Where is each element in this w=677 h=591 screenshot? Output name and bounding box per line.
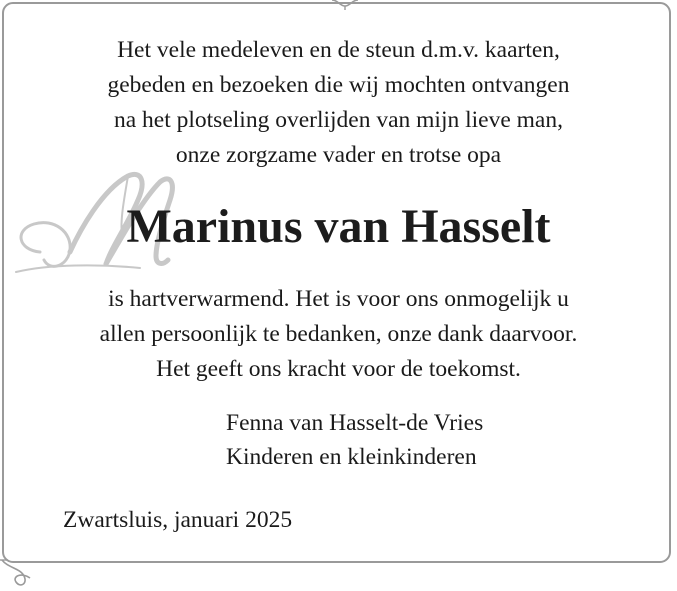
intro-line: Het vele medeleven en de steun d.m.v. kaarten, [117,37,560,63]
intro-line: onze zorgzame vader en trotse opa [175,142,502,168]
place-date: Zwartsluis, januari 2025 [63,507,293,533]
signature-block [226,406,483,474]
intro-line: gebeden en bezoeken die wij mochten ontvangen [107,72,570,98]
body-text [30,282,647,387]
intro-text [30,33,647,173]
body-line: is hartverwarmend. Het is voor ons onmogelijk u [108,286,569,312]
signature-line: Kinderen en kleinkinderen [226,444,477,470]
deceased-name: Marinus van Hasselt [126,200,551,253]
body-line: Het geeft ons kracht voor de toekomst. [156,356,521,382]
intro-line: na het plotseling overlijden van mijn lieve man, [113,107,563,133]
body-line: allen persoonlijk te bedanken, onze dank daarvoor. [99,321,578,347]
signature-line: Fenna van Hasselt-de Vries [226,410,484,436]
